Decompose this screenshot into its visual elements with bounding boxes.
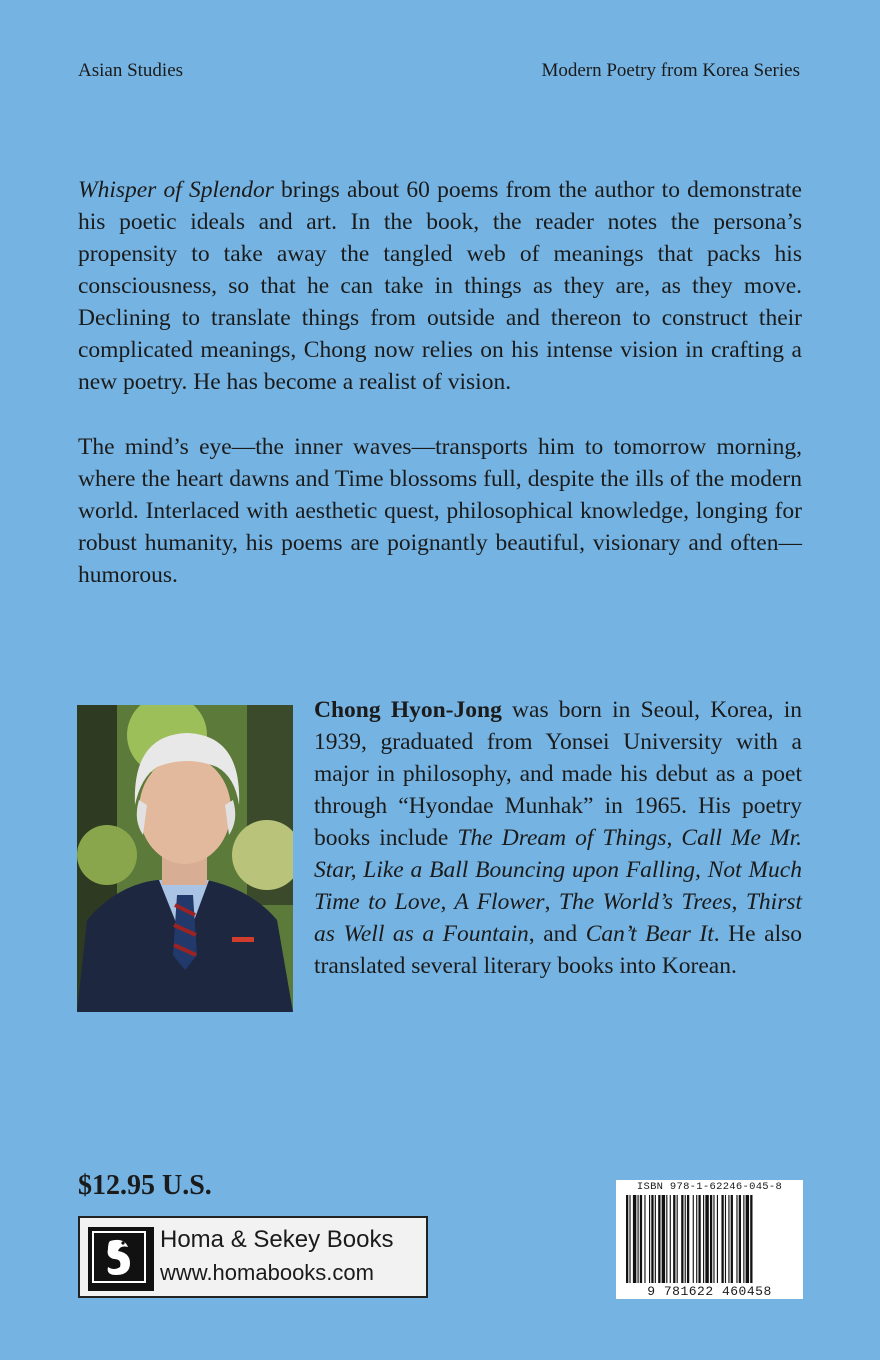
- publisher-url: www.homabooks.com: [160, 1260, 374, 1285]
- author-bio: Chong Hyon-Jong was born in Seoul, Korea, in 1939, graduated from Yonsei University with a major in philosophy, and made his debut as a poet through “Hyondae Munhak” in 1965. His poetry books include The Dream of Things, Call Me Mr. Star, Like a Ball Bouncing upon Falling, Not Much Time to Love, A Flower, The World’s Trees, Thirst as Well as a Fountain, and Can’t Bear It. He also translated several literary books into Korean.: [314, 697, 803, 979]
- isbn-barcode: [616, 1180, 803, 1299]
- author-photo: [77, 705, 293, 1012]
- isbn-label: ISBN 978-1-62246-045-8: [636, 1181, 783, 1193]
- isbn-digits: 9 781622 460458: [616, 1284, 803, 1299]
- book-title: Thirst as Well as a Fountain: [314, 889, 803, 947]
- description-paragraph-2: The mind’s eye—the inner waves—transports him to tomorrow morning, where the heart dawns and Time blossoms full, despite the ills of the modern world. Interlaced with aesthetic quest, philosophical knowledge, longing for robust humanity, his poems are poignantly beautiful, visionary and often—humorous.: [78, 434, 802, 588]
- publisher-box: [78, 1216, 428, 1298]
- description-paragraph-1: [78, 174, 802, 398]
- book-title: The Dream of Things, Call Me Mr. Star, Like a Ball Bouncing upon Falling, Not Much Time to Love, A Flower: [314, 825, 802, 915]
- barcode-bars: [616, 1180, 803, 1299]
- author-name: Chong Hyon-Jong: [314, 697, 502, 723]
- price-label: $12.95 U.S.: [78, 1170, 212, 1201]
- book-title: The World’s Trees: [558, 889, 732, 915]
- series-label: Modern Poetry from Korea Series: [541, 60, 800, 81]
- book-title: Whisper of Splendor: [78, 177, 274, 203]
- category-label: Asian Studies: [78, 60, 184, 81]
- publisher-name: Homa & Sekey Books: [160, 1226, 394, 1253]
- description-text: brings about 60 poems from the author to demonstrate his poetic ideals and art. In the book, the reader notes the persona’s propensity to take away the tangled web of meanings that packs his consciousness, so that he can take in things as they are, as they move. Declining to translate things from outside and thereon to construct their complicated meanings, Chong now relies on his intense vision in crafting a new poetry. He has become a realist of vision.: [78, 177, 802, 395]
- publisher-logo-icon: [88, 1227, 154, 1291]
- book-title: Can’t Bear It: [585, 921, 714, 947]
